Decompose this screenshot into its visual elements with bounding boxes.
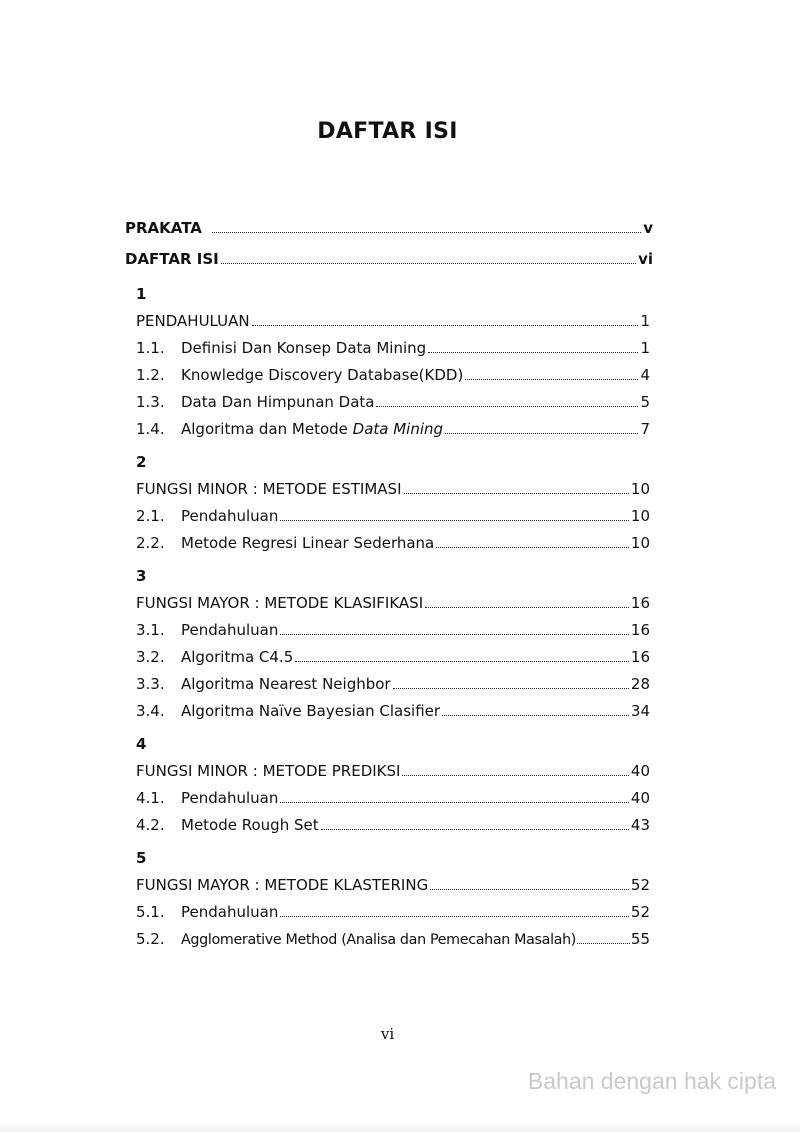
toc-chapter-title[interactable] (136, 312, 650, 330)
chapter-title: FUNGSI MAYOR : METODE KLASIFIKASI (136, 594, 424, 612)
section-number: 4.1. (136, 789, 165, 807)
section-label: Metode Regresi Linear Sederhana (181, 534, 435, 552)
dot-leader (221, 263, 636, 264)
toc-chapter-title[interactable] (136, 876, 650, 894)
toc-entry-page: 16 (630, 648, 650, 666)
dot-leader (577, 943, 630, 944)
dot-leader (295, 661, 629, 662)
page-number: vi (380, 1025, 395, 1043)
toc-entry-page: 52 (630, 903, 650, 921)
section-number: 5.1. (136, 903, 165, 921)
toc-entry-page: 16 (630, 621, 650, 639)
chapter-number: 1 (136, 285, 147, 303)
section-number: 3.3. (136, 675, 165, 693)
copyright-watermark: Bahan dengan hak cipta (527, 1068, 776, 1094)
dot-leader (376, 406, 638, 407)
toc-entry-page: 10 (630, 507, 650, 525)
toc-section[interactable] (136, 534, 650, 552)
toc-chapter-title[interactable] (136, 762, 650, 780)
section-label: Knowledge Discovery Database(KDD) (181, 366, 464, 384)
dot-leader (321, 829, 629, 830)
section-label-prefix: Algoritma dan Metode (181, 420, 353, 438)
toc-entry-page: 28 (630, 675, 650, 693)
toc-section[interactable] (136, 816, 650, 834)
section-number: 1.1. (136, 339, 165, 357)
toc-section[interactable] (136, 648, 650, 666)
section-label: Metode Rough Set (181, 816, 319, 834)
toc-section[interactable] (136, 507, 650, 525)
dot-leader (430, 889, 629, 890)
toc-entry-page: 34 (630, 702, 650, 720)
toc-section[interactable] (136, 903, 650, 921)
page-title: DAFTAR ISI (317, 119, 458, 144)
section-number: 1.3. (136, 393, 165, 411)
chapter-title: FUNGSI MINOR : METODE ESTIMASI (136, 480, 402, 498)
chapter-number: 4 (136, 735, 147, 753)
toc-section[interactable] (136, 339, 650, 357)
dot-leader (393, 688, 629, 689)
chapter-title: FUNGSI MAYOR : METODE KLASTERING (136, 876, 429, 894)
section-label: Algoritma Nearest Neighbor (181, 675, 391, 693)
toc-entry-page: 40 (630, 762, 650, 780)
section-number: 3.2. (136, 648, 165, 666)
dot-leader (442, 715, 629, 716)
dot-leader (445, 433, 638, 434)
chapter-number: 5 (136, 849, 147, 867)
section-number: 4.2. (136, 816, 165, 834)
dot-leader (425, 607, 629, 608)
section-label: Agglomerative Method (Analisa dan Pemecahan Masalah) (181, 932, 577, 948)
toc-entry-page: v (643, 219, 653, 237)
toc-entry-page: 40 (630, 789, 650, 807)
section-label: Definisi Dan Konsep Data Mining (181, 339, 427, 357)
toc-entry-page: 43 (630, 816, 650, 834)
toc-chapter-title[interactable] (136, 480, 650, 498)
chapter-title: FUNGSI MINOR : METODE PREDIKSI (136, 762, 401, 780)
toc-section[interactable] (136, 675, 650, 693)
dot-leader (252, 325, 639, 326)
toc-entry-prakata[interactable] (125, 219, 653, 237)
chapter-number: 2 (136, 453, 147, 471)
section-label: Pendahuluan (181, 789, 279, 807)
toc-entry-page: 10 (630, 480, 650, 498)
dot-leader (404, 493, 629, 494)
chapter-number: 3 (136, 567, 147, 585)
dot-leader (212, 232, 641, 233)
section-label: Algoritma Naïve Bayesian Clasifier (181, 702, 441, 720)
section-number: 1.2. (136, 366, 165, 384)
dot-leader (402, 775, 628, 776)
dot-leader (280, 802, 629, 803)
toc-entry-label: PRAKATA (125, 219, 202, 237)
section-number: 2.2. (136, 534, 165, 552)
toc-entry-daftar-isi[interactable] (125, 250, 653, 268)
section-label-italic: Data Mining (352, 420, 444, 438)
section-number: 1.4. (136, 420, 165, 438)
toc-chapter-title[interactable] (136, 594, 650, 612)
toc-entry-page: 7 (640, 420, 650, 438)
dot-leader (280, 520, 629, 521)
section-label: Algoritma C4.5 (181, 648, 294, 666)
section-label: Pendahuluan (181, 621, 279, 639)
toc-section[interactable] (136, 393, 650, 411)
dot-leader (280, 634, 629, 635)
section-label: Pendahuluan (181, 903, 279, 921)
toc-entry-page: vi (638, 250, 653, 268)
dot-leader (428, 352, 638, 353)
section-number: 2.1. (136, 507, 165, 525)
toc-entry-page: 1 (640, 339, 650, 357)
toc-entry-label: DAFTAR ISI (125, 250, 219, 268)
toc-entry-page: 52 (630, 876, 650, 894)
section-number: 3.4. (136, 702, 165, 720)
toc-entry-page: 10 (630, 534, 650, 552)
page-edge-shadow (0, 1122, 800, 1132)
toc-section[interactable] (136, 366, 650, 384)
chapter-title: PENDAHULUAN (136, 312, 250, 330)
toc-entry-page: 4 (640, 366, 650, 384)
dot-leader (465, 379, 638, 380)
section-number: 5.2. (136, 930, 165, 948)
toc-entry-page: 5 (640, 393, 650, 411)
dot-leader (280, 916, 629, 917)
dot-leader (436, 547, 629, 548)
toc-section[interactable] (136, 702, 650, 720)
section-number: 3.1. (136, 621, 165, 639)
toc-entry-page: 16 (630, 594, 650, 612)
toc-section[interactable] (136, 621, 650, 639)
section-label: Data Dan Himpunan Data (181, 393, 375, 411)
toc-section[interactable] (136, 930, 650, 948)
toc-entry-page: 1 (640, 312, 650, 330)
toc-section[interactable] (136, 789, 650, 807)
toc-entry-page: 55 (630, 930, 650, 948)
section-label (181, 420, 443, 438)
section-label: Pendahuluan (181, 507, 279, 525)
toc-section[interactable] (136, 420, 650, 438)
